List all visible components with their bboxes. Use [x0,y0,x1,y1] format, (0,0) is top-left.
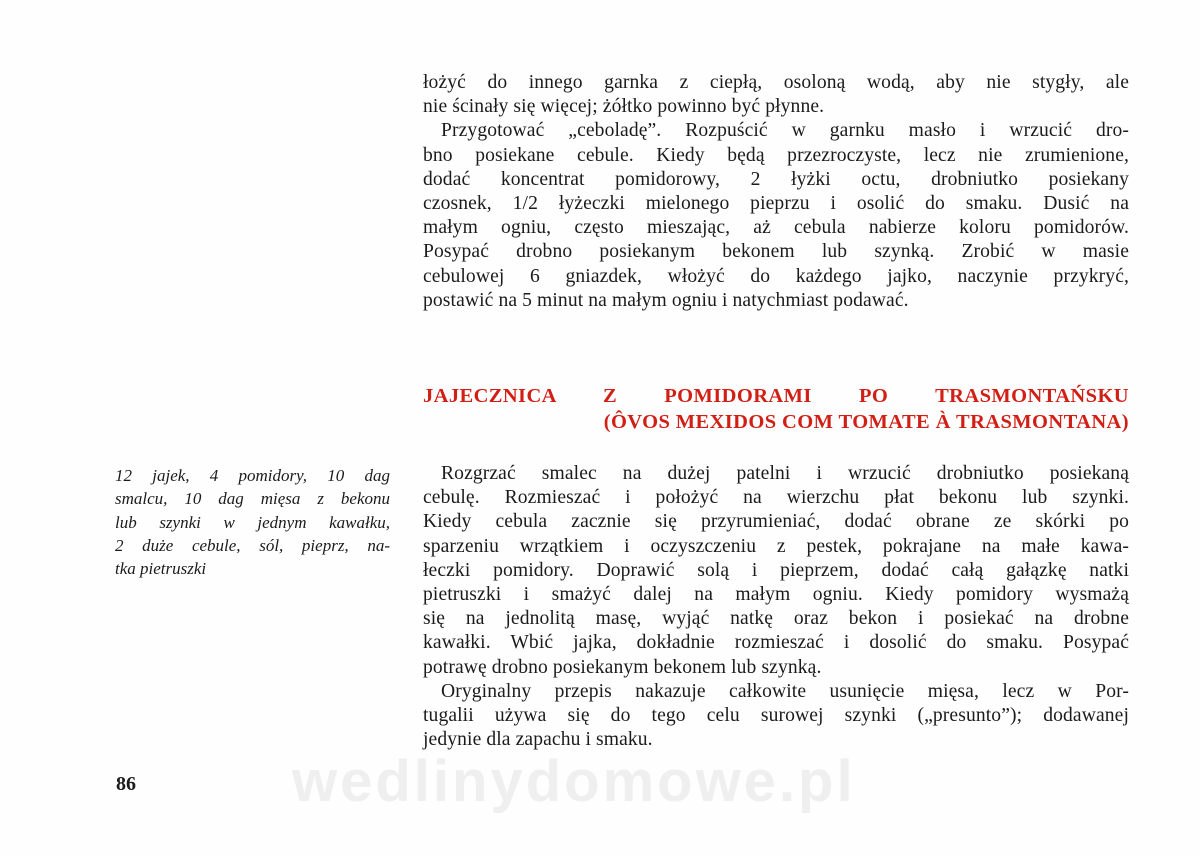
text-line: łeczki pomidory. Doprawić solą i pieprzem, dodać całą gałązkę natki [423,559,1129,581]
text-line: Posypać drobno posiekanym bekonem lub szynką. Zrobić w masie [423,241,1129,263]
text-line: małym ogniu, często mieszając, aż cebula nabierze koloru pomidorów. [423,217,1129,239]
text-line: łożyć do innego garnka z ciepłą, osoloną wodą, aby nie stygły, ale [423,72,1129,93]
page-number: 86 [116,773,136,795]
text-line: się na jednolitą masę, wyjąć natkę oraz bekon i posiekać na drobne [423,608,1129,630]
ingredients-note [115,464,390,580]
text-line: Kiedy cebula zacznie się przyrumieniać, dodać obrane ze skórki po [423,511,1129,533]
text-line: bno posiekane cebule. Kiedy będą przezroczyste, lecz nie zrumienione, [423,144,1129,166]
ingredients-line: smalcu, 10 dag mięsa z bekonu [115,489,390,509]
watermark: wedlinydomowe.pl [292,749,856,814]
text-line: dodać koncentrat pomidorowy, 2 łyżki octu, drobniutko posiekany [423,168,1129,190]
ingredients-line: 12 jajek, 4 pomidory, 10 dag [115,466,390,485]
text-line: postawić na 5 minut na małym ogniu i natychmiast podawać. [423,289,909,311]
recipe-subtitle: (ÔVOS MEXIDOS COM TOMATE À TRASMONTANA) [603,411,1129,433]
ingredients-line: 2 duże cebule, sól, pieprz, na- [115,535,390,555]
text-line: cebulowej 6 gniazdek, włożyć do każdego jajko, naczynie przykryć, [423,265,1129,287]
recipe-text-block [423,462,1129,752]
text-line: czosnek, 1/2 łyżeczki mielonego pieprzu i osolić do smaku. Dusić na [423,193,1129,215]
ingredients-line: tka pietruszki [115,559,207,579]
text-line: kawałki. Wbić jajka, dokładnie rozmieszać i dosolić do smaku. Posypać [423,632,1129,654]
text-line: sparzeniu wrzątkiem i oczyszczeniu z pestek, pokrajane na małe kawa- [423,535,1129,557]
text-line: jedynie dla zapachu i smaku. [423,729,653,751]
text-line: pietruszki i smażyć dalej na małym ogniu. Kiedy pomidory wysmażą [423,584,1129,606]
text-line: Rozgrzać smalec na dużej patelni i wrzucić drobniutko posiekaną [441,463,1129,484]
text-line: cebulę. Rozmieszać i położyć na wierzchu płat bekonu lub szynki. [423,487,1129,509]
recipe-heading [423,383,1129,435]
text-line: nie ścinały się więcej; żółtko powinno być płynne. [423,96,825,118]
top-text-block [423,71,1129,313]
ingredients-line: lub szynki w jednym kawałku, [115,512,390,532]
recipe-title: JAJECZNICA Z POMIDORAMI PO TRASMONTAŃSKU [423,385,1129,407]
text-line: tugalii używa się do tego celu surowej szynki („presunto”); dodawanej [423,705,1129,727]
text-line: potrawę drobno posiekanym bekonem lub szynką. [423,656,822,678]
text-line: Oryginalny przepis nakazuje całkowite usunięcie mięsa, lecz w Por- [441,680,1129,702]
text-line: Przygotować „ceboladę”. Rozpuścić w garnku masło i wrzucić dro- [441,120,1129,142]
